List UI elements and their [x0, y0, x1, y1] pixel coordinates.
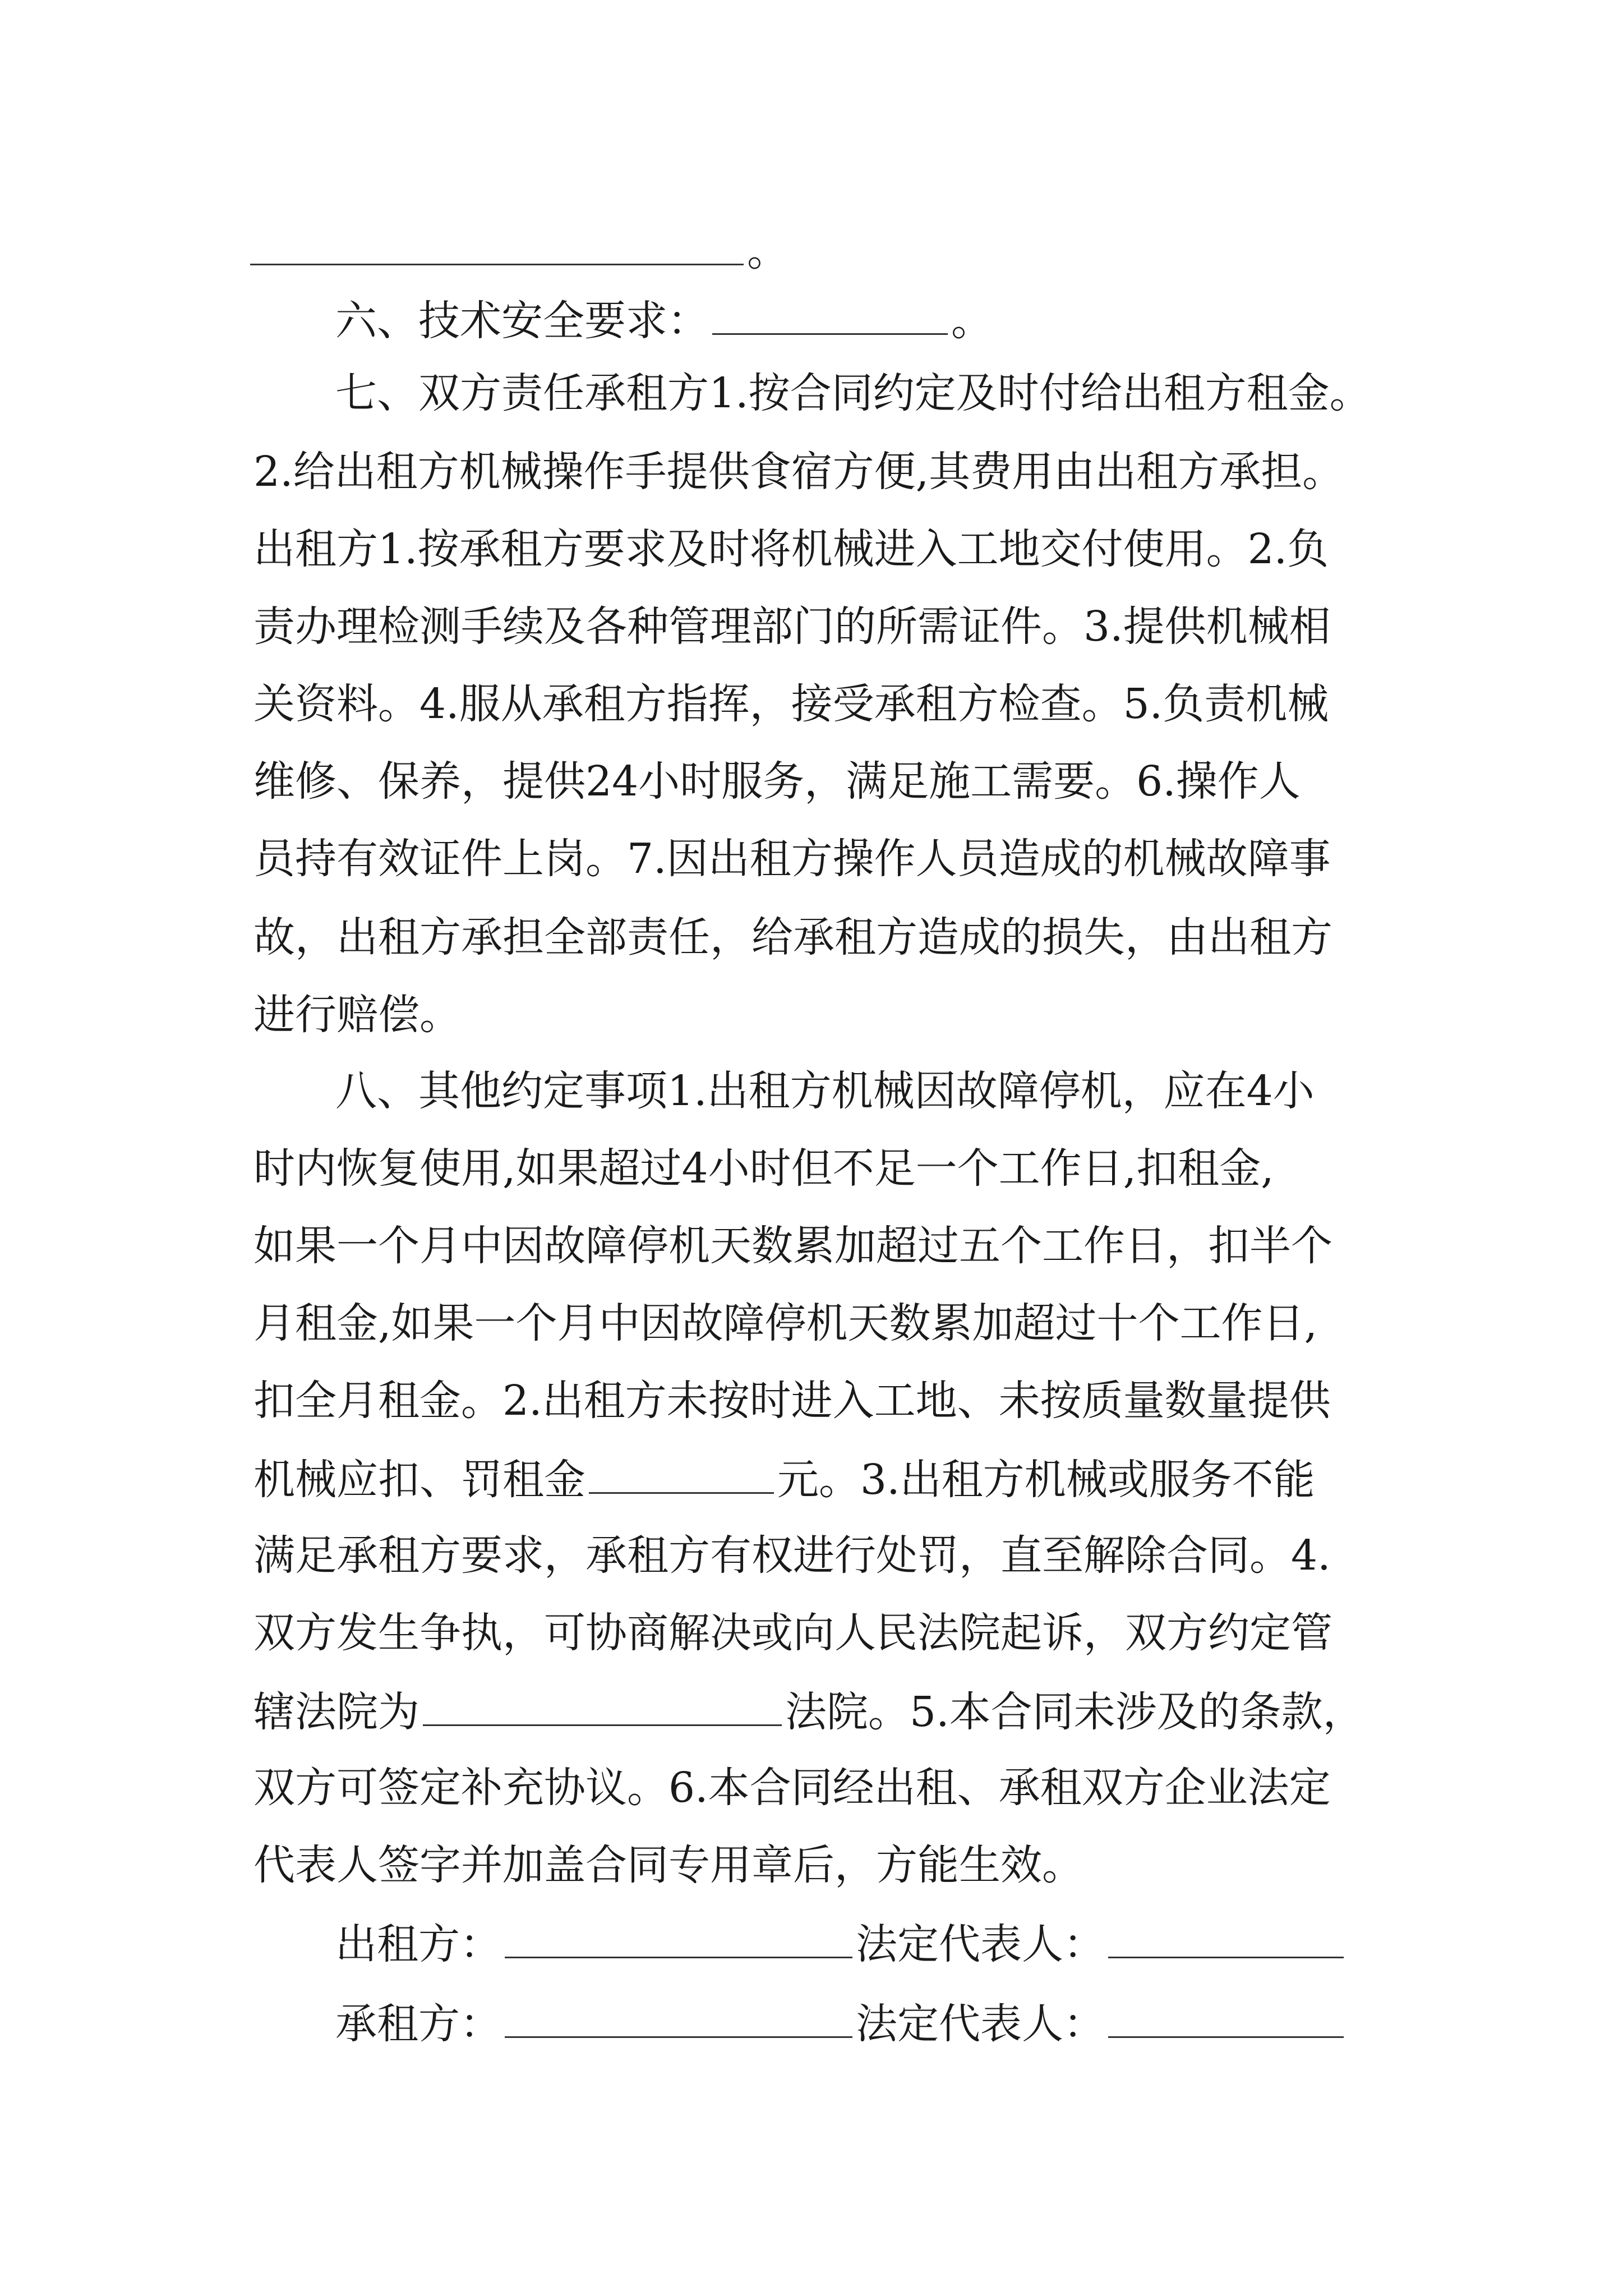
line-09: 员持有效证件上岗。7.因出租方操作人员造成的机械故障事	[253, 835, 1331, 883]
line-18: 满足承租方要求，承租方有权进行处罚，直至解除合同。4.	[253, 1531, 1331, 1580]
line-14: 如果一个月中因故障停机天数累加超过五个工作日，扣半个	[253, 1222, 1332, 1270]
line-05: 出租方1.按承租方要求及时将机械进入工地交付使用。2.负	[253, 525, 1329, 573]
blank-field	[250, 229, 744, 265]
line-21: 双方可签定补充协议。6.本合同经出租、承租双方企业法定	[253, 1764, 1331, 1812]
line-16: 扣全月租金。2.出租方未按时进入工地、未按质量数量提供	[253, 1377, 1331, 1425]
line-01: 。	[247, 229, 789, 272]
blank-field	[589, 1457, 774, 1494]
line-15: 月租金,如果一个月中因故障停机天数累加超过十个工作日,	[253, 1299, 1318, 1347]
blank-field	[423, 1690, 782, 1726]
line-02: 六、技术安全要求： 。	[335, 297, 993, 345]
lessee-signature-blank	[505, 2001, 852, 2038]
legal-rep-signature-blank	[1108, 2001, 1344, 2038]
line-11: 进行赔偿。	[253, 991, 461, 1039]
line-07: 关资料。4.服从承租方指挥，接受承租方检查。5.负责机械	[253, 680, 1329, 728]
line-08: 维修、保养，提供24小时服务，满足施工需要。6.操作人	[253, 757, 1301, 806]
signature-line-lessor	[335, 1920, 1347, 1968]
lessor-label: 出租方：	[335, 1920, 501, 1968]
blank-field	[712, 298, 948, 335]
line-10: 故，出租方承担全部责任，给承租方造成的损失，由出租方	[253, 913, 1332, 961]
line-17: 机械应扣、罚租金 元。3.出租方机械或服务不能	[253, 1456, 1315, 1504]
signature-line-lessee	[335, 2000, 1347, 2048]
line-22: 代表人签字并加盖合同专用章后，方能生效。	[253, 1841, 1083, 1889]
line-03: 七、双方责任承租方1.按合同约定及时付给出租方租金。	[335, 369, 1371, 417]
lessee-label: 承租方：	[335, 2000, 501, 2048]
line-12: 八、其他约定事项1.出租方机械因故障停机，应在4小	[335, 1067, 1315, 1115]
line-06: 责办理检测手续及各种管理部门的所需证件。3.提供机械相	[253, 602, 1331, 651]
legal-rep-signature-blank	[1108, 1922, 1344, 1958]
line-13: 时内恢复使用,如果超过4小时但不足一个工作日,扣租金,	[253, 1144, 1274, 1193]
legal-rep-label: 法定代表人：	[856, 1920, 1105, 1968]
legal-rep-label: 法定代表人：	[856, 2000, 1105, 2048]
line-20: 辖法院为 法院。5.本合同未涉及的条款，	[253, 1688, 1364, 1736]
lessor-signature-blank	[505, 1922, 852, 1958]
line-19: 双方发生争执，可协商解决或向人民法院起诉，双方约定管	[253, 1609, 1332, 1657]
line-04: 2.给出租方机械操作手提供食宿方便,其费用由出租方承担。	[253, 448, 1344, 496]
